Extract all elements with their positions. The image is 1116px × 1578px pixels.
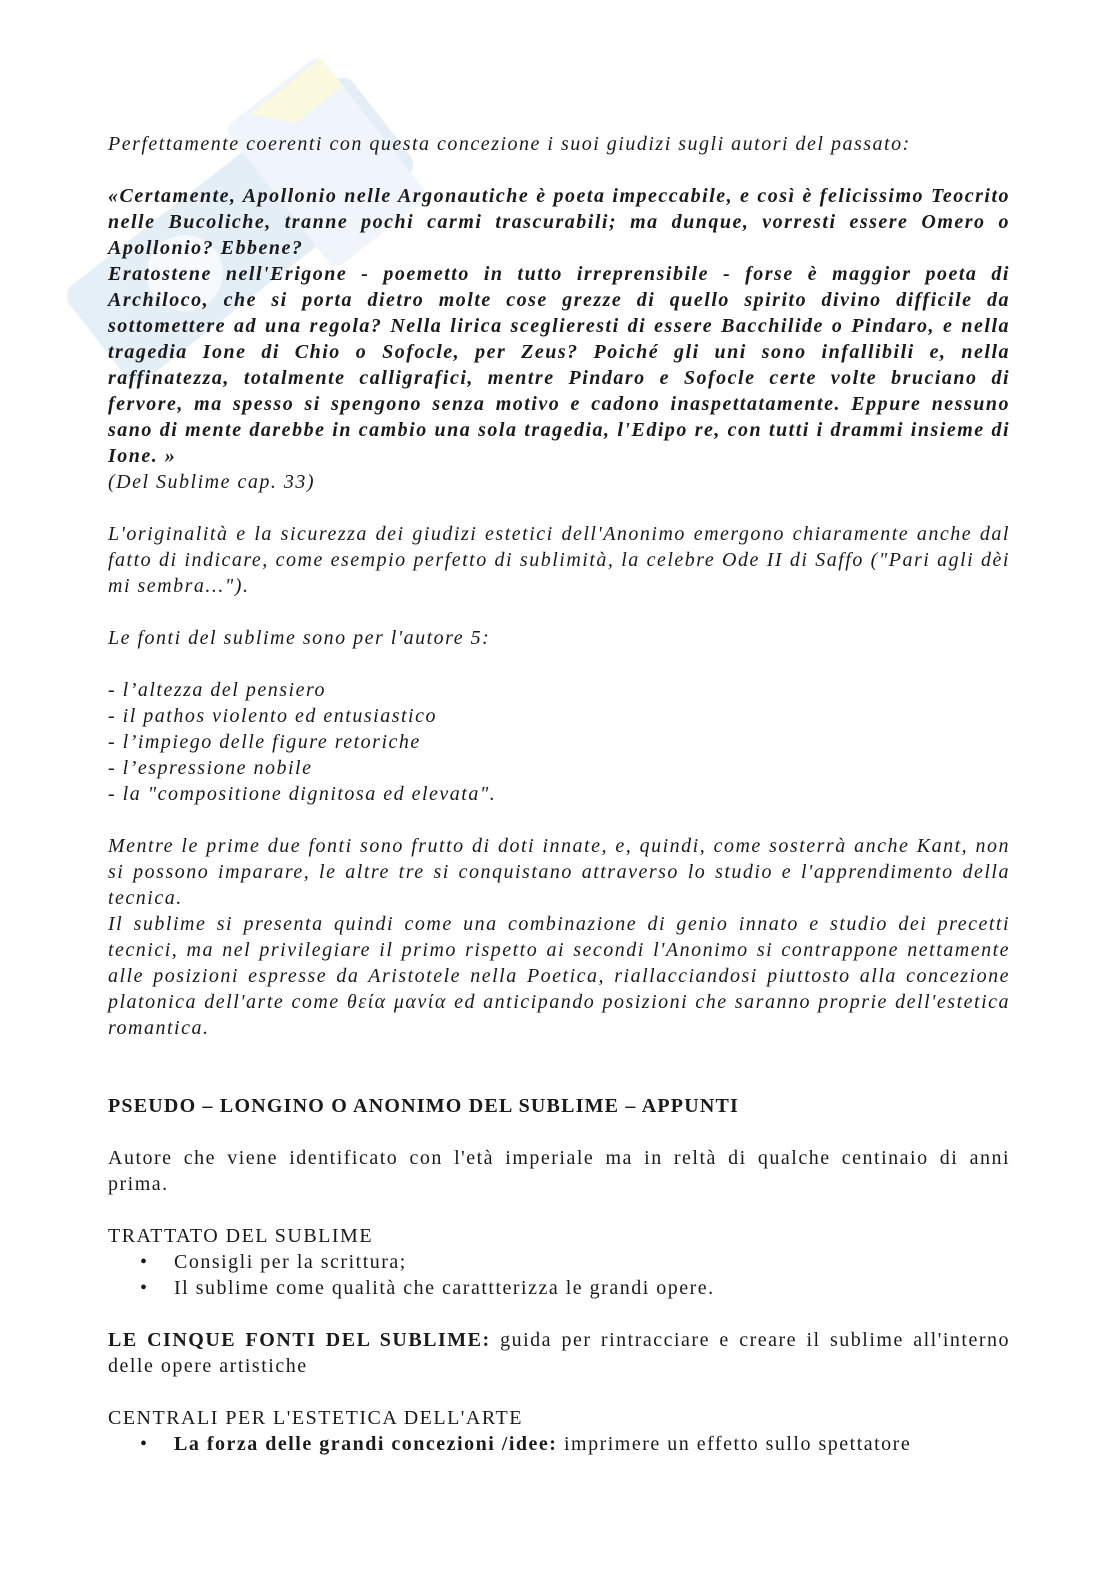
section-heading: PSEUDO – LONGINO O ANONIMO DEL SUBLIME – APPUNTI [108, 1095, 740, 1117]
five-sources-label: LE CINQUE FONTI DEL SUBLIME: [108, 1329, 491, 1351]
list-item: - l’altezza del pensiero [108, 679, 327, 701]
watermark-accent-shape [251, 58, 343, 141]
aesthetics-item-label: La forza delle grandi concezioni /idee: [174, 1433, 558, 1455]
list-item: - la "compositione dignitosa ed elevata". [108, 783, 497, 805]
aesthetics-title: CENTRALI PER L'ESTETICA DELL'ARTE [108, 1407, 523, 1429]
conclusion-paragraph: Il sublime si presenta quindi come una combinazione di genio innato e studio dei precetti tecnici, ma nel privilegiare il primo rispetto ai secondi l'Anonimo si contrappone nettamente alle posizioni espresse da Aristotele nella Poetica, riallacciandosi piuttosto alla concezione platonica dell'arte come θεία μανία ed anticipando posizioni che saranno proprie dell'estetica romantica. [108, 913, 1010, 1039]
document-page [108, 131, 1010, 1457]
intro-line: Perfettamente coerenti con questa concezione i suoi giudizi sugli autori del passato: [108, 133, 911, 155]
five-sources-text: guida per rintracciare e creare il sublime all'interno delle opere artistiche [108, 1329, 1010, 1377]
list-item: - l’impiego delle figure retoriche [108, 731, 421, 753]
quote-block [108, 183, 1010, 469]
treatise-title: TRATTATO DEL SUBLIME [108, 1225, 374, 1247]
quote-paragraph: «Certamente, Apollonio nelle Argonautiche è poeta impeccabile, e così è felicissimo Teocrito nelle Bucoliche, tranne pochi carmi trascurabili; ma dunque, vorresti essere Omero o Apollonio? Ebbene? [108, 185, 1010, 259]
conclusion-paragraph: Mentre le prime due fonti sono frutto di doti innate, e, quindi, come sosterrà anche Kant, non si possono imparare, le altre tre si conquistano attraverso lo studio e l'apprendimento della tecnica. [108, 835, 1010, 909]
author-paragraph: Autore che viene identificato con l'età imperiale ma in reltà di qualche centinaio di anni prima. [108, 1147, 1010, 1195]
list-item: - il pathos violento ed entusiastico [108, 705, 437, 727]
list-item: - l’espressione nobile [108, 757, 313, 779]
list-item: • Consigli per la scrittura; [140, 1249, 1010, 1275]
quote-citation: (Del Sublime cap. 33) [108, 471, 316, 493]
aesthetics-item-text: imprimere un effetto sullo spettatore [557, 1433, 912, 1455]
aesthetics-list [108, 1431, 1010, 1457]
quote-paragraph: Eratostene nell'Erigone - poemetto in tutto irreprensibile - forse è maggior poeta di Archiloco, che si porta dietro molte cose grezze di quello spirito divino difficile da sottomettere ad una regola? Nella lirica sceglieresti di essere Bacchilide o Pindaro, e nella tragedia Ione di Chio o Sofocle, per Zeus? Poiché gli uni sono infallibili e, nella raffinatezza, totalmente calligrafici, mentre Pindaro e Sofocle certe volte bruciano di fervore, ma spesso si spengono senza motivo e cadono inaspettatamente. Eppure nessuno sano di mente darebbe in cambio una sola tragedia, l'Edipo re, con tutti i drammi insieme di Ione. » [108, 263, 1010, 467]
sources-list [108, 677, 1010, 807]
originality-paragraph: L'originalità e la sicurezza dei giudizi estetici dell'Anonimo emergono chiaramente anche dal fatto di indicare, come esempio perfetto di sublimità, la celebre Ode II di Saffo ("Pari agli dèi mi sembra..."). [108, 523, 1010, 597]
list-item [140, 1431, 1010, 1457]
five-sources-paragraph [108, 1327, 1010, 1379]
list-item: • Il sublime come qualità che carattterizza le grandi opere. [140, 1275, 1010, 1301]
sources-intro: Le fonti del sublime sono per l'autore 5: [108, 627, 491, 649]
treatise-list [108, 1249, 1010, 1301]
